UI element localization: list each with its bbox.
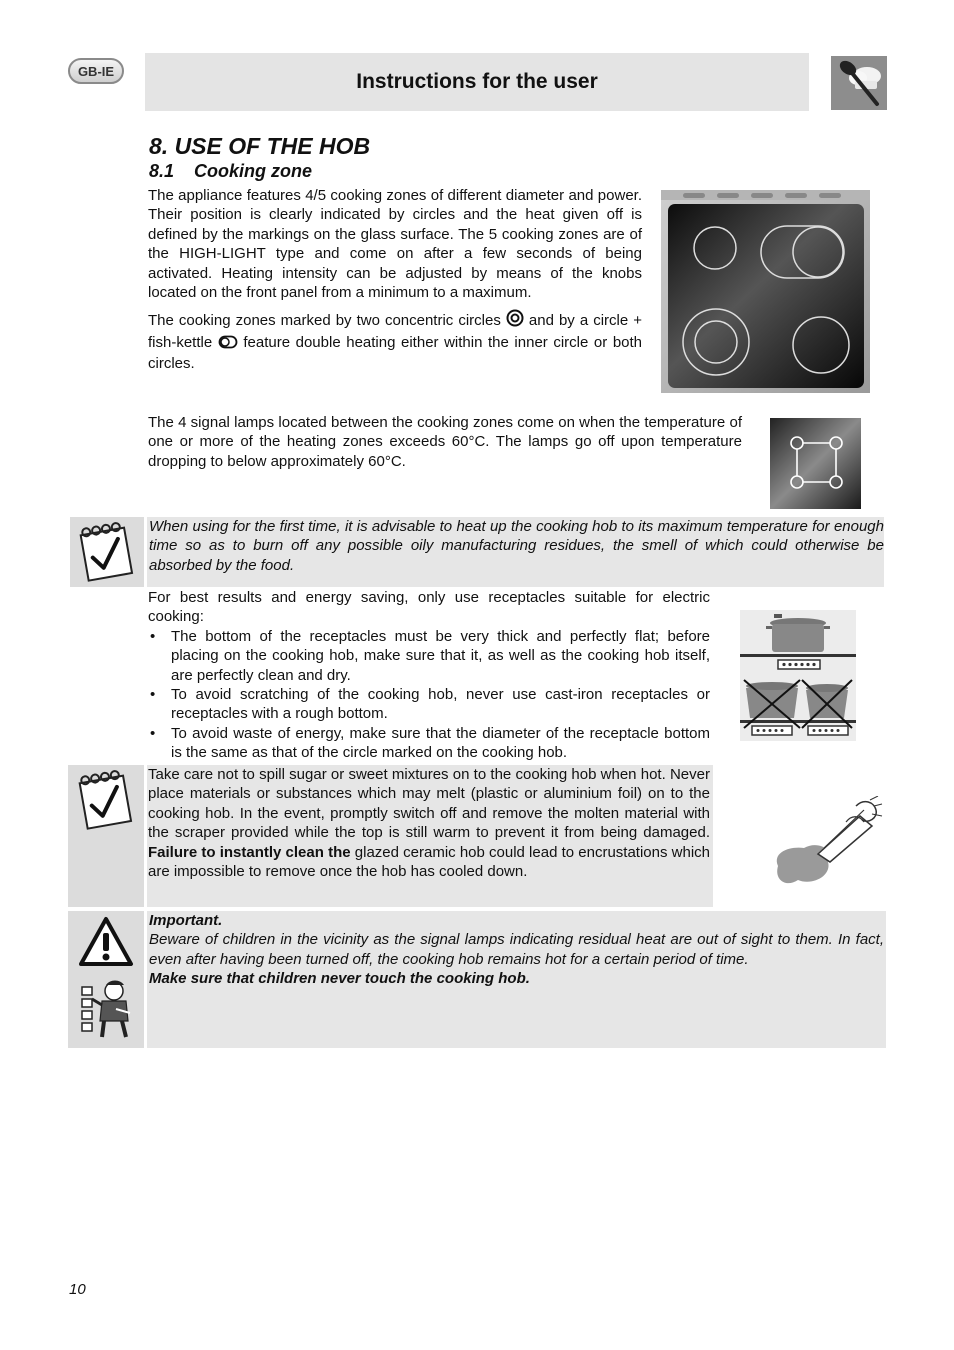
intro-paragraph-1: The appliance features 4/5 cooking zones of different diameter and power. Their position is clearly indicated by circles and the heat given off is defined by the markings on the glass surface. The 5 cooking zones are of the HIGH-LIGHT type and come on after a few seconds of being activated. Heating intensity can be adjusted by means of the knobs located on the front panel from a minimum to a maximum. (148, 187, 642, 302)
list-item: • To avoid scratching of the cooking hob, never use cast-iron receptacles or receptacles with a rough bottom. (148, 685, 710, 724)
warning-bold-text: Make sure that children never touch the cooking hob. (149, 970, 530, 988)
note-first-use-text: When using for the first time, it is advisable to heat up the cooking hob to its maximum temperature for enough time so as to burn off any possible oily manufacturing residues, the smell of which could otherwise be absorbed by the food. (149, 518, 884, 574)
receptacles-image (740, 610, 856, 741)
section-title: 8. USE OF THE HOB (149, 133, 371, 159)
list-item: • To avoid waste of energy, make sure that the diameter of the receptacle bottom is the same as that of the circle marked on the cooking hob. (148, 724, 710, 763)
scraper-image (768, 796, 886, 888)
intro-p2-part-a: The cooking zones marked by two concentric circles (148, 312, 501, 330)
note-spills-part-b: glazed ceramic hob could lead to encrustations which are impossible to remove once the hob has cooled down. (148, 843, 711, 881)
warning-triangle-icon (78, 915, 134, 974)
receptacles-intro: For best results and energy saving, only use receptacles suitable for electric cooking: (148, 589, 710, 626)
warning-title: Important. (149, 912, 223, 929)
header-title: Instructions for the user (356, 70, 598, 93)
page-number: 10 (69, 1281, 86, 1298)
chef-spoon-icon (831, 56, 887, 110)
language-badge: GB-IE (68, 58, 124, 84)
warning-icon-cell (68, 911, 144, 1048)
warning-box (147, 911, 886, 1048)
intro-p2-part-b: and by a circle + fish-kettle (148, 312, 642, 351)
note-icon-cell (70, 517, 144, 587)
intro-paragraph-2 (148, 309, 642, 373)
concentric-circles-icon (506, 309, 524, 332)
receptacles-list (148, 627, 710, 763)
fish-kettle-icon (218, 335, 238, 354)
note-spills-text (148, 765, 710, 881)
note-spills-part-a: Take care not to spill sugar or sweet mixtures on to the cooking hob when hot. Never place materials or substances which may melt (plastic or aluminium foil) on to the cooking hob. In the event, promptly switch off and remove the molten material with the scraper provided while the top is still warm to prevent it from being damaged. (148, 766, 710, 842)
subsection-title: 8.1 Cooking zone (149, 161, 313, 181)
note-spills-bold: Failure to instantly clean the (148, 843, 351, 861)
hob-top-view-image (661, 190, 870, 393)
notepad-check-icon (70, 574, 144, 591)
intro-text (148, 186, 642, 374)
notepad-check-icon (68, 822, 144, 839)
note-box-first-use (147, 517, 884, 587)
signal-lamps-image (770, 418, 861, 509)
intro-p2-part-c: feature double heating either within the inner circle or both circles. (148, 333, 643, 373)
signal-lamps-text: The 4 signal lamps located between the cooking zones come on when the temperature of one or more of the heating zones exceeds 60°C. The lamps go off upon temperature dropping to below approximately 60°C. (148, 414, 742, 470)
header-bar (145, 53, 809, 111)
note-box-spills (147, 765, 713, 907)
note-icon-cell (68, 765, 144, 907)
list-item: • The bottom of the receptacles must be very thick and perfectly flat; before placing on the cooking hob, make sure that it, as well as the cooking hob itself, are perfectly clean and dry. (148, 627, 710, 685)
receptacles-section (148, 588, 710, 763)
warning-text: Beware of children in the vicinity as the signal lamps indicating residual heat are out of sight to them. In fact, even after having been turned off, the cooking hob remains hot for a certain period of time. (149, 931, 884, 968)
child-climbing-icon (78, 979, 136, 1046)
